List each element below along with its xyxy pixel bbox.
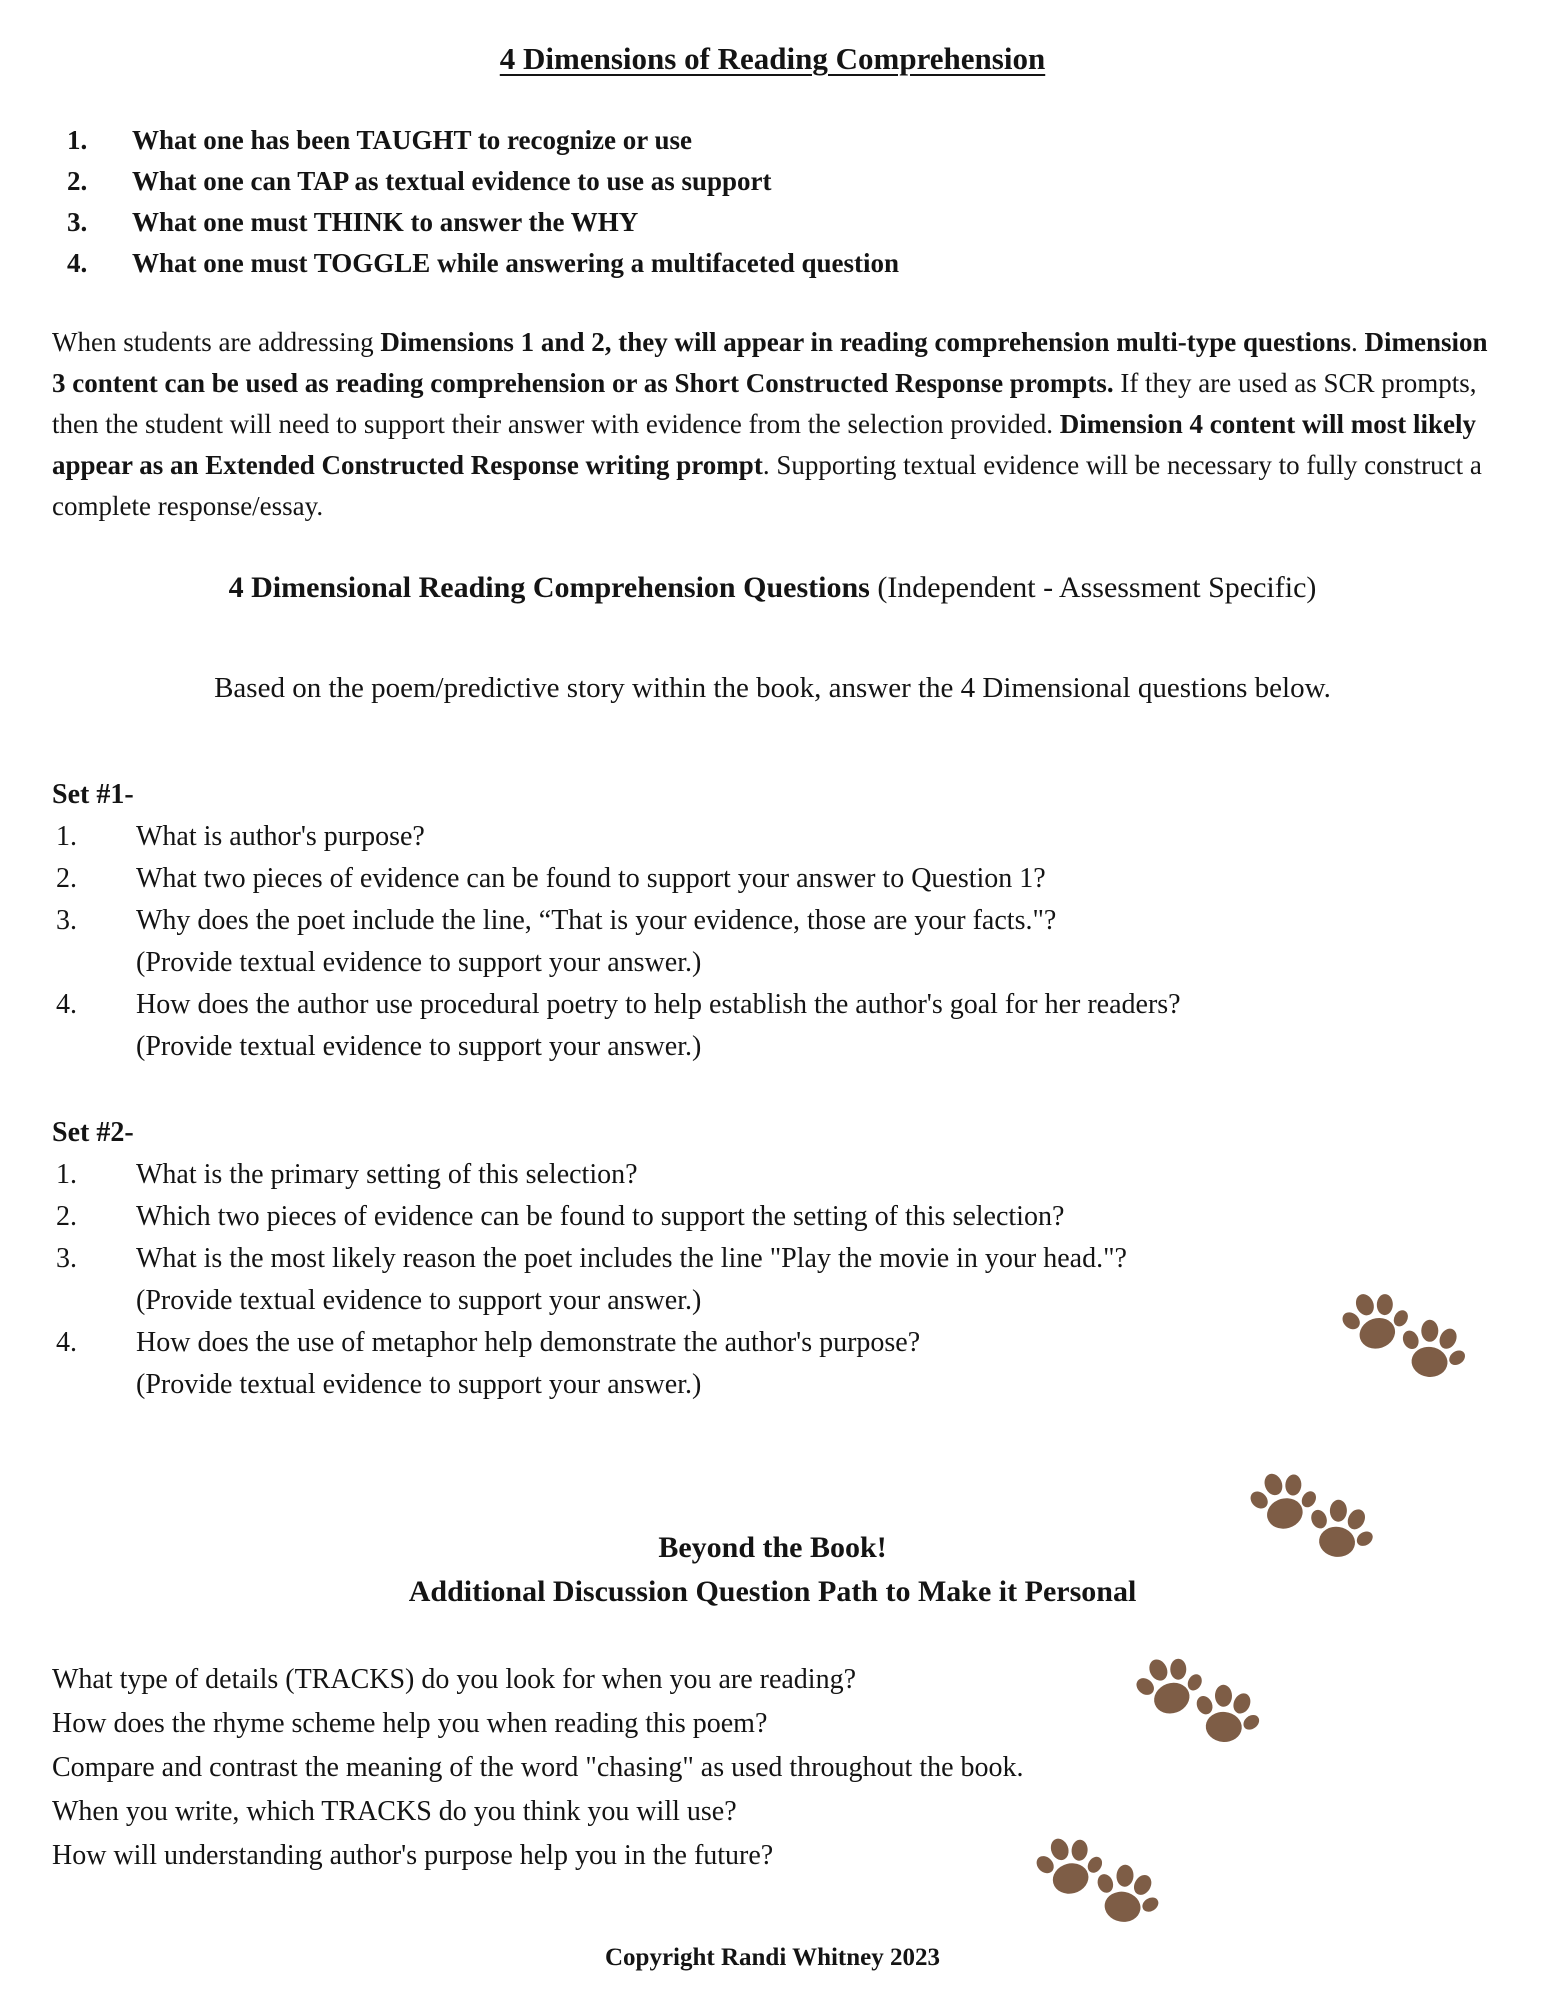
list-text: What one has been TAUGHT to recognize or use bbox=[132, 125, 693, 155]
question-line: Why does the poet include the line, “That is your evidence, those are your facts."? bbox=[136, 905, 1057, 936]
discussion-question: When you write, which TRACKS do you think you will use? bbox=[52, 1796, 737, 1827]
question-line: How does the use of metaphor help demonstrate the author's purpose? bbox=[136, 1327, 921, 1358]
set2-label: Set #2- bbox=[52, 1117, 134, 1148]
question-text bbox=[136, 1196, 1493, 1238]
question-row bbox=[52, 900, 1493, 984]
question-text bbox=[136, 858, 1493, 900]
discussion-question: What type of details (TRACKS) do you look for when you are reading? bbox=[52, 1664, 857, 1695]
section-heading bbox=[52, 567, 1493, 609]
question-text bbox=[136, 984, 1493, 1068]
question-row bbox=[52, 816, 1493, 858]
set2-questions bbox=[52, 1154, 1493, 1406]
list-item bbox=[52, 243, 1493, 284]
question-row bbox=[52, 1196, 1493, 1238]
question-row bbox=[52, 984, 1493, 1068]
text-run: If they are used as SCR prompts, then the student will need to support their answer with evidence from the selection provided. bbox=[52, 368, 1477, 439]
text-run: . Supporting textual evidence will be necessary to fully construct a complete response/essay. bbox=[52, 450, 1482, 521]
question-note: (Provide textual evidence to support your answer.) bbox=[136, 947, 702, 978]
discussion-question: Compare and contrast the meaning of the word "chasing" as used throughout the book. bbox=[52, 1752, 1024, 1783]
question-number: 4. bbox=[56, 989, 77, 1020]
question-text bbox=[136, 900, 1493, 984]
paw-print-icon bbox=[1132, 1648, 1262, 1758]
question-row bbox=[52, 1238, 1493, 1322]
based-on-line: Based on the poem/predictive story within the book, answer the 4 Dimensional questions below. bbox=[214, 672, 1331, 704]
section-heading-note: (Independent - Assessment Specific) bbox=[869, 571, 1317, 604]
list-number: 2. bbox=[67, 166, 88, 196]
text-run: Dimension 3 content can be used as reading comprehension or as Short Constructed Response prompts. bbox=[52, 327, 1488, 398]
dimensions-list bbox=[52, 120, 1493, 284]
list-item bbox=[52, 161, 1493, 202]
question-note: (Provide textual evidence to support your answer.) bbox=[136, 1285, 702, 1316]
text-run: Dimensions 1 and 2, they will appear in reading comprehension multi-type questions bbox=[380, 327, 1352, 357]
set1-label: Set #1- bbox=[52, 779, 134, 810]
question-note: (Provide textual evidence to support your answer.) bbox=[136, 1369, 702, 1400]
question-note: (Provide textual evidence to support your answer.) bbox=[136, 1031, 702, 1062]
question-line: What is the most likely reason the poet includes the line "Play the movie in your head."? bbox=[136, 1243, 1127, 1274]
paw-print-icon bbox=[1032, 1828, 1162, 1938]
question-line: Which two pieces of evidence can be found to support the setting of this selection? bbox=[136, 1201, 1065, 1232]
question-number: 3. bbox=[56, 1243, 77, 1274]
question-line: How does the author use procedural poetry to help establish the author's goal for her readers? bbox=[136, 989, 1181, 1020]
question-row bbox=[52, 1322, 1493, 1406]
discussion-question: How will understanding author's purpose help you in the future? bbox=[52, 1840, 774, 1871]
text-run: Dimension 4 content will most likely appear as an Extended Constructed Response writing prompt bbox=[52, 409, 1476, 480]
paw-print-icon bbox=[1338, 1283, 1468, 1393]
question-number: 2. bbox=[56, 1201, 77, 1232]
set1-questions bbox=[52, 816, 1493, 1068]
list-text: What one must TOGGLE while answering a multifaceted question bbox=[132, 248, 900, 278]
question-number: 4. bbox=[56, 1327, 77, 1358]
list-text: What one can TAP as textual evidence to use as support bbox=[132, 166, 772, 196]
list-text: What one must THINK to answer the WHY bbox=[132, 207, 639, 237]
question-number: 2. bbox=[56, 863, 77, 894]
question-row bbox=[52, 1154, 1493, 1196]
discussion-question: How does the rhyme scheme help you when reading this poem? bbox=[52, 1708, 768, 1739]
list-number: 3. bbox=[67, 207, 88, 237]
question-line: What two pieces of evidence can be found to support your answer to Question 1? bbox=[136, 863, 1046, 894]
question-text bbox=[136, 1322, 1493, 1406]
question-line: What is author's purpose? bbox=[136, 821, 425, 852]
list-item bbox=[52, 120, 1493, 161]
question-row bbox=[52, 858, 1493, 900]
page-title: 4 Dimensions of Reading Comprehension bbox=[499, 41, 1046, 76]
question-text bbox=[136, 1154, 1493, 1196]
question-text bbox=[136, 1238, 1493, 1322]
text-run: . bbox=[1351, 327, 1365, 357]
section-heading-bold: 4 Dimensional Reading Comprehension Questions bbox=[228, 571, 870, 604]
copyright-line: Copyright Randi Whitney 2023 bbox=[604, 1944, 940, 1971]
list-number: 4. bbox=[67, 248, 88, 278]
beyond-title: Beyond the Book! bbox=[658, 1531, 887, 1564]
discussion-questions bbox=[52, 1658, 1493, 1878]
intro-paragraph bbox=[52, 322, 1493, 527]
question-number: 3. bbox=[56, 905, 77, 936]
beyond-subtitle: Additional Discussion Question Path to Make it Personal bbox=[408, 1575, 1137, 1608]
text-run: When students are addressing bbox=[52, 327, 381, 357]
paw-print-icon bbox=[1246, 1463, 1376, 1573]
question-number: 1. bbox=[56, 821, 77, 852]
question-text bbox=[136, 816, 1493, 858]
list-number: 1. bbox=[67, 125, 88, 155]
question-line: What is the primary setting of this selection? bbox=[136, 1159, 638, 1190]
question-number: 1. bbox=[56, 1159, 77, 1190]
list-item bbox=[52, 202, 1493, 243]
